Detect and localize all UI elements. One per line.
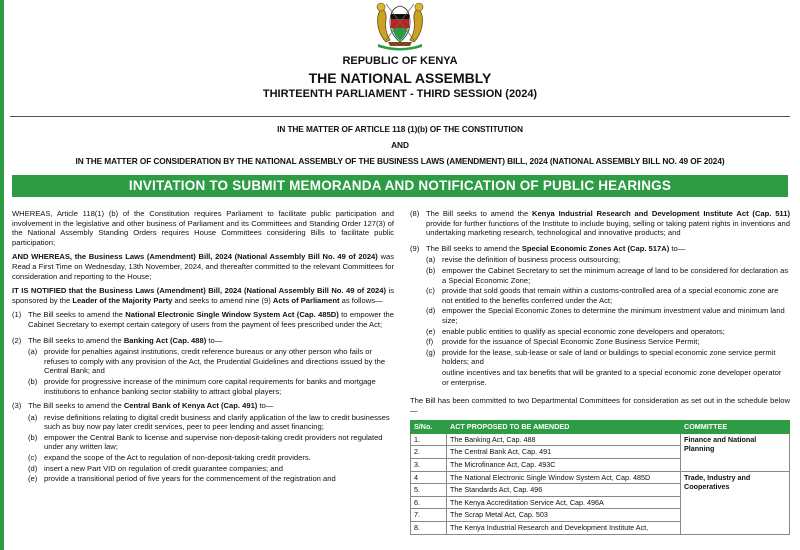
list-item: (8) The Bill seeks to amend the Kenya Industrial Research and Development Institute Act (Cap. 511) provide for further functions of the Institute to include buying, selling or taking patent rights in inventions and undertaking marketing research, technological and innovative products; and [410, 209, 790, 238]
sub-item: (a) provide for penalties against institutions, credit reference bureaus or any other person who fails or refuses to comply with any provision of the Act, the Prudential Guidelines and directions issued by the Central Bank; and [28, 347, 386, 376]
committee-trade: Trade, Industry and Cooperatives [681, 471, 790, 534]
sub-item: (b) empower the Cabinet Secretary to set the minimum acreage of land to be considered for declaration as a Special Economic Zone; [426, 265, 789, 285]
sub-item: outline incentives and tax benefits that will be granted to a special economic zone developer operator or enterprise. [442, 367, 782, 387]
matter-bill: IN THE MATTER OF CONSIDERATION BY THE NATIONAL ASSEMBLY OF THE BUSINESS LAWS (AMENDMENT) BILL, 2024 (NATIONAL ASSEMBLY BILL NO. 49 OF 2024) [75, 156, 725, 166]
table-row: 1. The Banking Act, Cap. 488 Finance and National Planning [411, 433, 790, 446]
sub-item: (f) provide for the issuance of Special Economic Zone Business Service Permit; [426, 337, 700, 347]
left-column [12, 209, 394, 485]
coat-of-arms-icon [368, 0, 432, 52]
list-item: (9) The Bill seeks to amend the Special Economic Zones Act (Cap. 517A) to— [410, 243, 686, 253]
and-whereas-paragraph: AND WHEREAS, the Business Laws (Amendment) Bill, 2024 (National Assembly Bill No. 49 of 2024) was Read a First Time on Wednesday, 13th November, 2024, and thereafter committed to the relevant Committees for consideration and reporting to the House; [12, 252, 394, 281]
sub-item: (c) provide that sold goods that remain within a customs-controlled area of a special economic zone are not entitled to the benefits conferred under the Act; [426, 286, 779, 305]
table-row: 6. The Kenya Accreditation Service Act, Cap. 496A [411, 496, 790, 509]
sub-item: (e) enable public entities to qualify as special economic zone developers and operators; [426, 326, 725, 336]
table-row: 4 The National Electronic Single Window System Act, Cap. 485D Trade, Industry and Cooperatives [411, 471, 790, 484]
header-republic: REPUBLIC OF KENYA [342, 55, 458, 67]
header-national-assembly: THE NATIONAL ASSEMBLY [308, 70, 492, 86]
notified-paragraph: IT IS NOTIFIED that the Business Laws (Amendment) Bill, 2024 (National Assembly Bill No. 49 of 2024) is sponsored by the Leader of the Majority Party and seeks to amend nine (9) Acts of Parliament as follows— [12, 286, 394, 305]
col-header-committee: COMMITTEE [681, 421, 790, 434]
table-row: 5. The Standards Act, Cap. 496 [411, 484, 790, 497]
col-header-sno: S/No. [411, 421, 447, 434]
table-row: 3. The Microfinance Act, Cap. 493C [411, 459, 790, 472]
divider-top [10, 116, 790, 117]
committee-finance: Finance and National Planning [681, 433, 790, 471]
table-row: 8. The Kenya Industrial Research and Development Institute Act, [411, 522, 790, 535]
table-row: 2. The Central Bank Act, Cap. 491 [411, 446, 790, 459]
sub-item: (e) provide a transitional period of five years for the commencement of the registration and [28, 474, 336, 484]
table-header-row [411, 421, 790, 434]
sub-item: (d) empower the Special Economic Zones to determine the minimum investment value and minimum land size; [426, 306, 785, 325]
table-row: 7. The Scrap Metal Act, Cap. 503 [411, 509, 790, 522]
committed-paragraph: The Bill has been committed to two Departmental Committees for consideration as set out in the schedule below— [410, 396, 790, 415]
matter-and: AND [391, 140, 409, 150]
list-item: (2) The Bill seeks to amend the Banking Act (Cap. 488) to— [12, 335, 223, 345]
list-item: (1) The Bill seeks to amend the National Electronic Single Window System Act (Cap. 485D) to empower the Cabinet Secretary to exempt certain category of users from the payment of fees prescribed under the Act; [12, 310, 394, 329]
sub-item: (c) expand the scope of the Act to regulation of non-deposit-taking credit providers. [28, 453, 311, 463]
schedule-table [410, 420, 790, 534]
sub-item: (a) revise the definition of business process outsourcing; [426, 255, 621, 265]
header-session: THIRTEENTH PARLIAMENT - THIRD SESSION (2024) [262, 88, 538, 100]
sub-item: (b) provide for progressive increase of the minimum core capital requirements for banks and mortgage institutions to enhance banking sector stability to attract global players; [28, 376, 376, 396]
right-column [410, 209, 790, 535]
sub-item: (g) provide for the lease, sub-lease or sale of land or buildings to special economic zone service permit holders; and [426, 347, 776, 367]
sub-item: (a) revise definitions relating to digital credit business and clarify application of the law to credit businesses such as buy now pay later credit services, peer to peer lending and asset financing; [28, 412, 390, 432]
list-item: (3) The Bill seeks to amend the Central Bank of Kenya Act (Cap. 491) to— [12, 401, 274, 411]
invitation-banner: INVITATION TO SUBMIT MEMORANDA AND NOTIFICATION OF PUBLIC HEARINGS [12, 175, 788, 197]
whereas-paragraph: WHEREAS, Article 118(1) (b) of the Constitution requires Parliament to facilitate public participation and involvement in the legislative and other business of Parliament and its Committees and Standing Order 127(3) of the National Assembly Standing Orders requires House Committees considering Bills to facilitate public participation; [12, 209, 394, 247]
sub-item: (b) empower the Central Bank to license and supervise non-deposit-taking credit providers not regulated under any written law; [28, 432, 383, 452]
matter-article: IN THE MATTER OF ARTICLE 118 (1)(b) OF THE CONSTITUTION [277, 124, 523, 134]
sub-item: (d) insert a new Part VID on regulation of credit guarantee companies; and [28, 463, 283, 473]
col-header-act: ACT PROPOSED TO BE AMENDED [447, 421, 681, 434]
